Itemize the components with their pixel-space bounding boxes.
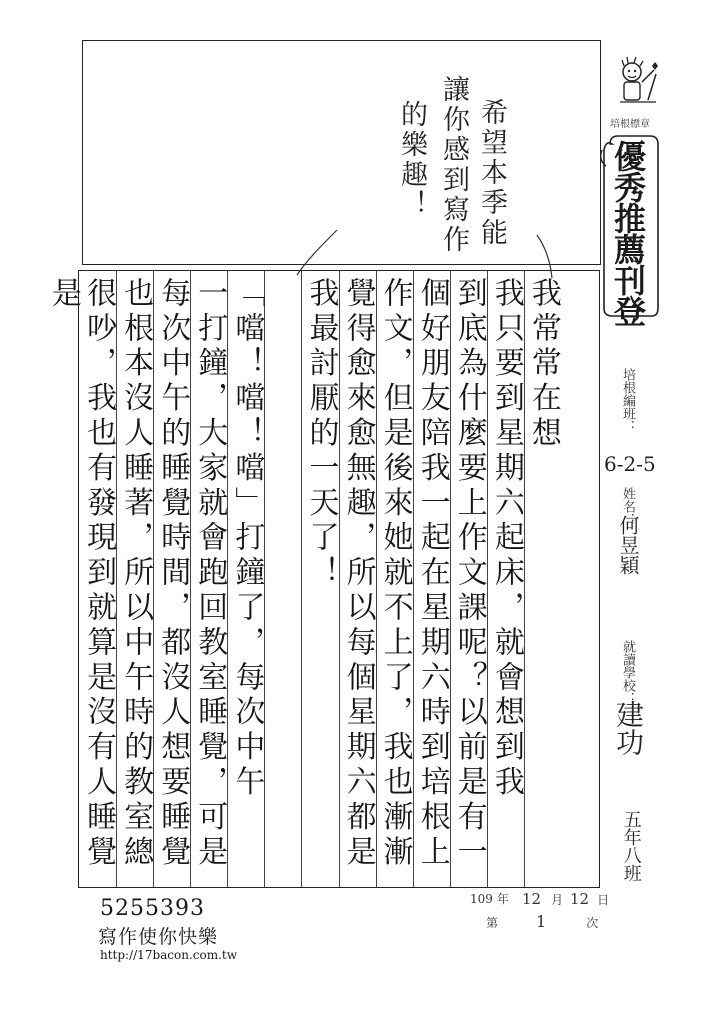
essay-column: [190, 271, 227, 887]
essay-column: [45, 271, 117, 887]
stamp-label: 培根標章: [610, 119, 650, 130]
school-label: 就讀學校：: [620, 640, 635, 705]
essay-column: [524, 271, 561, 887]
essay-column-text: 作文，但是後來她就不上了，我也漸漸: [377, 277, 413, 871]
essay-column: [339, 271, 376, 887]
recommend-badge-text: 優秀推薦刊登: [609, 140, 647, 326]
essay-column: [450, 271, 487, 887]
essay-column: [153, 271, 190, 887]
class-code-value: 6-2-5: [604, 452, 656, 476]
essay-column: [264, 271, 301, 887]
name-label: 姓名：: [620, 487, 635, 526]
class-code-label: 培根編班：: [620, 368, 635, 433]
essay-column: [413, 271, 450, 887]
teacher-comment-line-1: 希望本季能: [476, 98, 507, 248]
essay-column: [227, 271, 264, 887]
essay-column-text: 覺得愈來愈無趣，所以每個星期六都是: [340, 277, 376, 871]
date-month: 12 月: [522, 890, 564, 908]
essay-column-text: 我最討厭的一天了！: [303, 277, 339, 592]
teacher-comment-line-3: 的樂趣！: [396, 100, 427, 220]
essay-column: [376, 271, 413, 887]
slogan: 寫作使你快樂: [98, 926, 219, 948]
comment-pointer-lines: [82, 40, 602, 285]
essay-column-text: 我只要到星期六起床，就會想到我: [488, 277, 524, 801]
student-name: 何昱穎: [616, 515, 640, 575]
website-url: http://17bacon.com.tw: [100, 948, 238, 962]
bacon-mascot-logo: [612, 52, 662, 112]
school-name: 建功: [612, 700, 645, 756]
essay-column: [116, 271, 153, 887]
essay-column-text: 到底為什麼要上作文課呢？以前是有一: [451, 277, 487, 871]
essay-column: [561, 271, 598, 887]
essay-column-text: 每次中午的睡覺時間，都沒人想要睡覺: [155, 277, 191, 871]
essay-column-text: 我常常在想: [525, 277, 561, 452]
session-count: 第 1 次: [486, 912, 599, 931]
code-number: 5255393: [100, 896, 205, 921]
essay-column-text: 一打鐘，大家就會跑回教室睡覺，可是: [192, 277, 228, 871]
essay-column-text: 很吵，我也有發現到就算是沒有人睡覺是: [45, 277, 117, 871]
essay-column-text: 也根本沒人睡著，所以中午時的教室總: [118, 277, 154, 871]
essay-grid: [45, 270, 600, 888]
teacher-comment-line-2: 讓你感到寫作: [438, 75, 469, 255]
date-day: 12 日: [570, 890, 610, 908]
essay-column-text: 個好朋友陪我一起在星期六時到培根上: [414, 277, 450, 871]
essay-column: [301, 271, 338, 887]
grade-class: 五年八班: [620, 810, 642, 882]
essay-column: [487, 271, 524, 887]
essay-column-text: 「噹！噹！噹」打鐘了，每次中午: [229, 277, 265, 801]
date-year: 109 年: [470, 892, 509, 906]
